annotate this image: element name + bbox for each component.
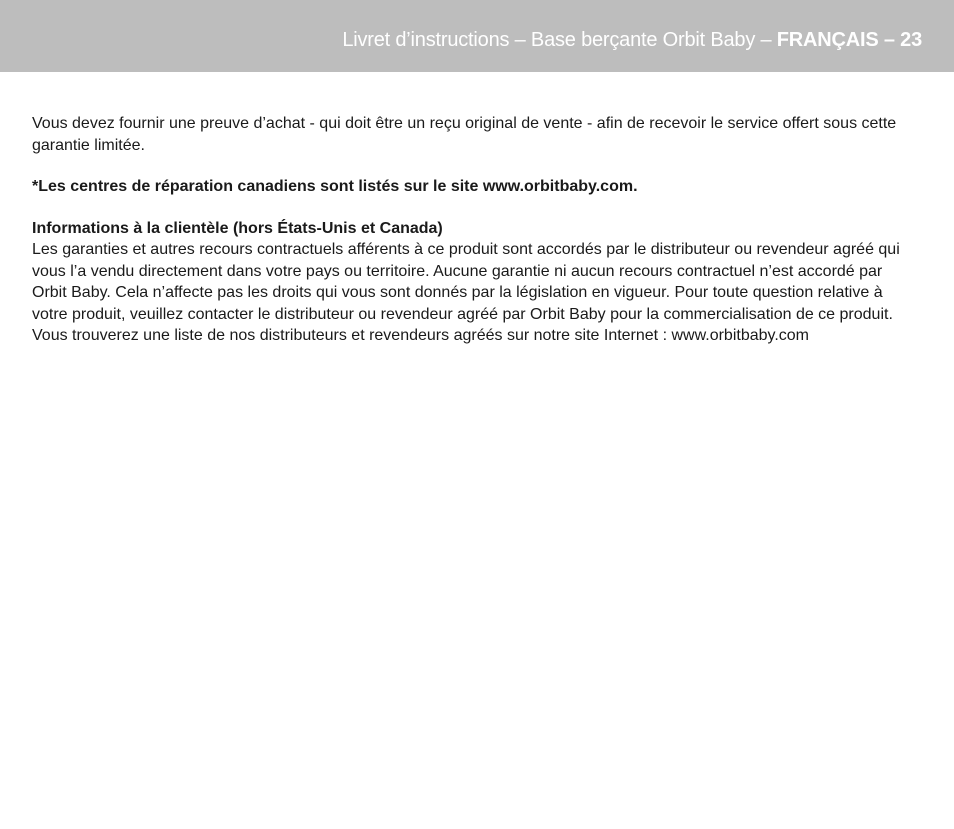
section-heading: Informations à la clientèle (hors États-Unis et Canada) [32,219,443,237]
proof-of-purchase-paragraph: Vous devez fournir une preuve d’achat - qui doit être un reçu original de vente - afin de recevoir le service offert sous cette garantie limitée. [32,115,897,154]
document-body [32,113,917,347]
repair-centers-note: *Les centres de réparation canadiens sont listés sur le site www.orbitbaby.com. [32,178,638,195]
page-title-text: Livret d’instructions – Base berçante Orbit Baby – [342,29,777,51]
page-header [0,0,954,72]
customer-information-paragraph: Les garanties et autres recours contractuels afférents à ce produit sont accordés par le distributeur ou revendeur agréé qui vous l’a vendu directement dans votre pays ou territoire. Aucune garantie ni aucun recours contractuel n’est accordé par Orbit Baby. Cela n’affecte pas les droits qui vous sont donnés par la législation en vigueur. Pour toute question relative à votre produit, veuillez contacter le distributeur ou revendeur agréé par Orbit Baby pour la commercialisation de ce produit. Vous trouverez une liste de nos distributeurs et revendeurs agréés sur notre site Internet : www.orbitbaby.com [32,241,900,344]
page-language-number: FRANÇAIS – 23 [776,29,922,51]
paragraph-spacer [32,198,917,218]
page-title [342,26,922,54]
paragraph-spacer [32,156,917,176]
